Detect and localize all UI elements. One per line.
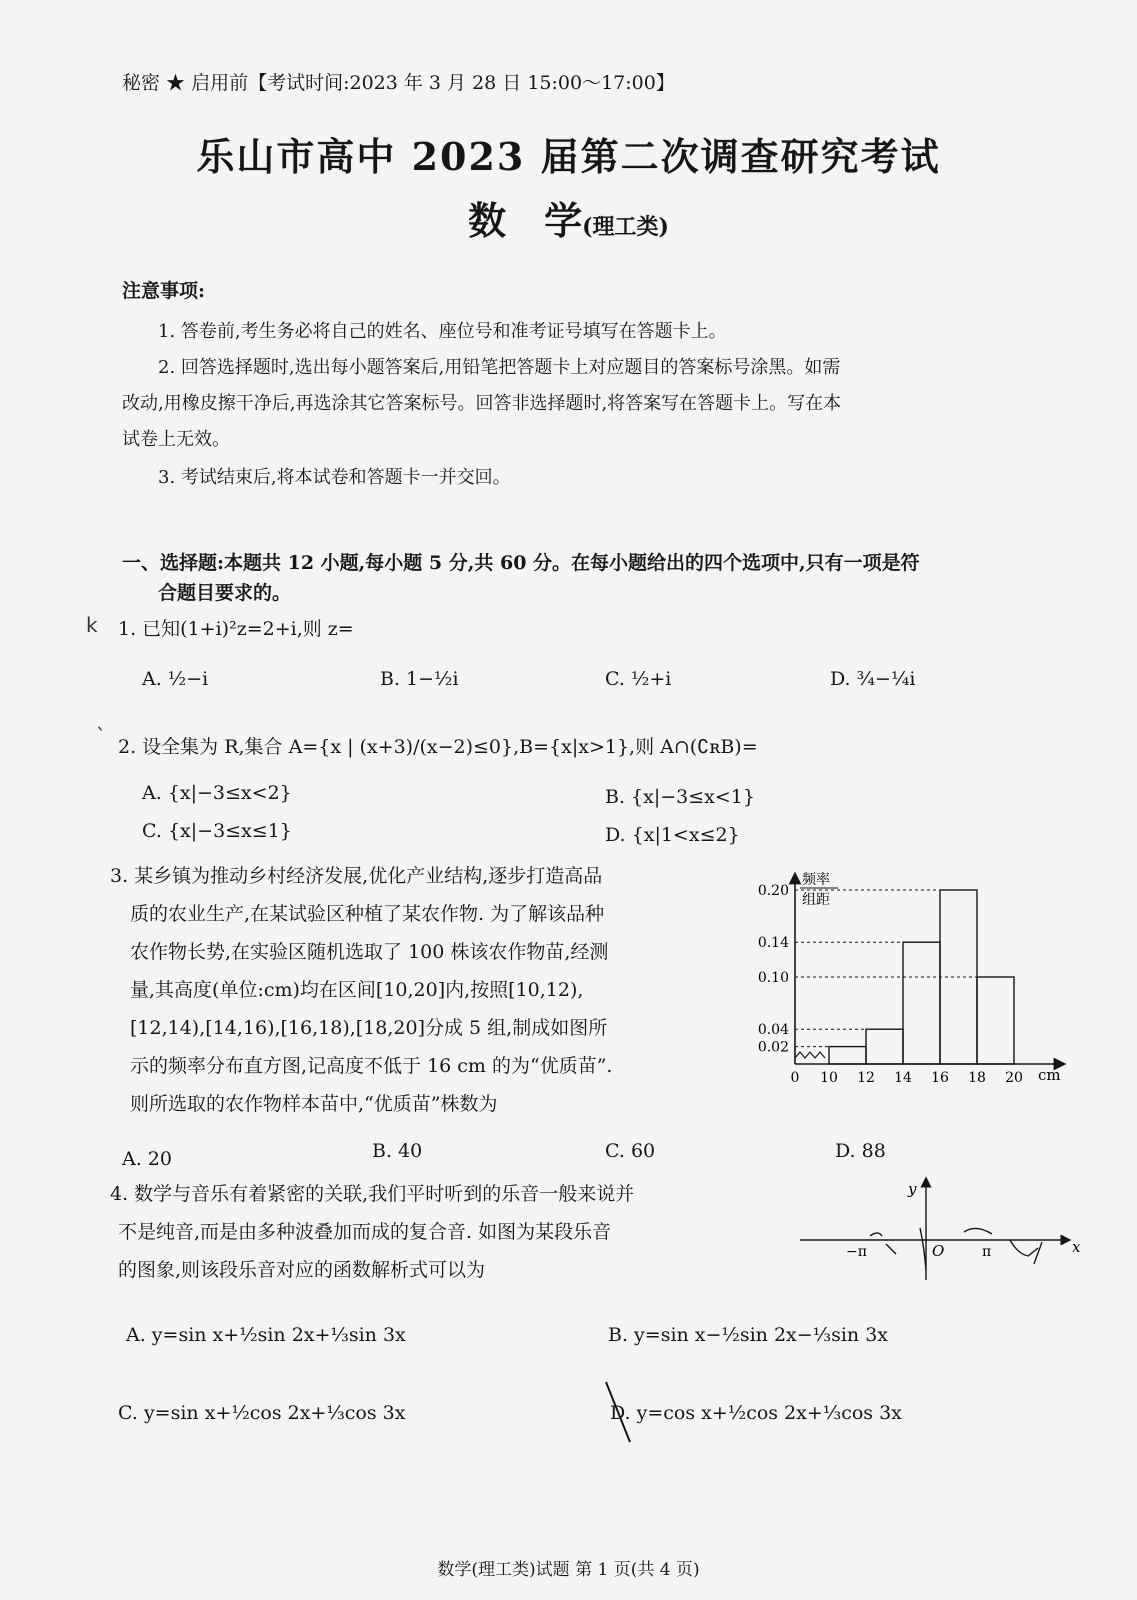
- section-heading-cont: 合题目要求的。: [158, 582, 292, 604]
- histogram-bar: [866, 1029, 903, 1064]
- confidential-line: 秘密 ★ 启用前【考试时间:2023 年 3 月 28 日 15:00～17:00】: [122, 72, 675, 94]
- x-tick-label: 12: [857, 1070, 875, 1086]
- q2-option-d: D. {x|1<x≤2}: [605, 824, 740, 846]
- handwritten-mark: `: [96, 724, 106, 748]
- handwritten-mark: k: [86, 613, 98, 637]
- wave-x-label: x: [1072, 1238, 1081, 1256]
- wave-neg-pi: −π: [846, 1244, 867, 1260]
- x-tick-label: 16: [931, 1070, 949, 1086]
- wave-figure: [796, 1170, 1086, 1280]
- q3-line: 质的农业生产,在某试验区种植了某农作物. 为了解该品种: [130, 903, 605, 925]
- q4-option-d: D. y=cos x+½cos 2x+⅓cos 3x: [610, 1402, 902, 1424]
- ylabel-bottom: 组距: [802, 892, 830, 908]
- q3-line: [12,14),[14,16),[16,18),[18,20]分成 5 组,制成如图所: [130, 1017, 608, 1039]
- q3-line: 则所选取的农作物样本苗中,“优质苗”株数为: [130, 1093, 498, 1115]
- x-tick-label: 18: [968, 1070, 986, 1086]
- wave-pi: π: [982, 1244, 992, 1260]
- axis-break-icon: [795, 1052, 825, 1058]
- q4-line: 4. 数学与音乐有着紧密的关联,我们平时听到的乐音一般来说并: [110, 1183, 635, 1205]
- q2-option-b: B. {x|−3≤x<1}: [605, 786, 755, 808]
- x-tick-label: 14: [894, 1070, 912, 1086]
- x-tick-label: 0: [790, 1070, 800, 1086]
- q1-stem: 1. 已知(1+i)²z=2+i,则 z=: [118, 618, 354, 640]
- frequency-histogram: [750, 868, 1080, 1094]
- page-footer: 数学(理工类)试题 第 1 页(共 4 页): [437, 1560, 700, 1580]
- y-tick-label: 0.20: [757, 883, 789, 899]
- note-line: 改动,用橡皮擦干净后,再选涂其它答案标号。回答非选择题时,将答案写在答题卡上。写在本: [122, 393, 842, 414]
- wave-origin: O: [932, 1242, 945, 1260]
- q3-option-a: A. 20: [122, 1148, 172, 1170]
- x-tick-label: 20: [1005, 1070, 1023, 1086]
- answer-slash-mark: [600, 1378, 640, 1448]
- q4-option-c: C. y=sin x+½cos 2x+⅓cos 3x: [118, 1402, 406, 1424]
- q2-option-c: C. {x|−3≤x≤1}: [142, 820, 292, 842]
- q3-option-d: D. 88: [835, 1140, 886, 1162]
- note-line: 1. 答卷前,考生务必将自己的姓名、座位号和准考证号填写在答题卡上。: [158, 321, 727, 342]
- note-line: 3. 考试结束后,将本试卷和答题卡一并交回。: [158, 467, 511, 488]
- ylabel-top: 频率: [802, 872, 830, 888]
- note-line: 试卷上无效。: [122, 429, 230, 450]
- q4-line: 不是纯音,而是由多种波叠加而成的复合音. 如图为某段乐音: [118, 1221, 612, 1243]
- q3-line: 3. 某乡镇为推动乡村经济发展,优化产业结构,逐步打造高品: [110, 865, 603, 887]
- q3-option-c: C. 60: [605, 1140, 656, 1162]
- q3-line: 量,其高度(单位:cm)均在区间[10,20]内,按照[10,12),: [130, 979, 584, 1001]
- y-tick-label: 0.02: [757, 1039, 789, 1056]
- notes-heading: 注意事项:: [122, 280, 206, 302]
- subject-sub: (理工类): [582, 214, 669, 240]
- histogram-bar: [903, 942, 940, 1064]
- q4-line: 的图象,则该段乐音对应的函数解析式可以为: [118, 1259, 486, 1281]
- subject-main: 数 学: [468, 198, 583, 243]
- xlabel: cm: [1038, 1066, 1061, 1084]
- y-tick-label: 0.10: [757, 970, 789, 986]
- q3-option-b: B. 40: [372, 1140, 423, 1162]
- q2-stem: 2. 设全集为 R,集合 A={x | (x+3)/(x−2)≤0},B={x|x>1},则 A∩(∁ʀB)=: [118, 736, 758, 758]
- section-heading: 一、选择题:本题共 12 小题,每小题 5 分,共 60 分。在每小题给出的四个选项中,只有一项是符: [122, 552, 920, 574]
- q3-line: 农作物长势,在实验区随机选取了 100 株该农作物苗,经测: [130, 941, 609, 963]
- q2-option-a: A. {x|−3≤x<2}: [142, 782, 292, 804]
- q1-option-c: C. ½+i: [605, 668, 672, 690]
- wave-curve: [870, 1228, 1042, 1270]
- q4-option-a: A. y=sin x+½sin 2x+⅓sin 3x: [126, 1324, 406, 1346]
- q1-option-d: D. ¾−¼i: [830, 668, 916, 690]
- y-tick-label: 0.14: [757, 935, 789, 952]
- exam-title: 乐山市高中 2023 届第二次调查研究考试: [196, 134, 941, 179]
- q1-option-a: A. ½−i: [142, 668, 209, 690]
- subject-title: [0, 190, 1137, 245]
- q1-option-b: B. 1−½i: [380, 668, 459, 690]
- histogram-bar: [829, 1047, 866, 1064]
- x-tick-label: 10: [820, 1070, 838, 1086]
- histogram-bar: [977, 977, 1014, 1064]
- y-tick-label: 0.04: [757, 1022, 789, 1039]
- q4-option-b: B. y=sin x−½sin 2x−⅓sin 3x: [608, 1324, 888, 1346]
- wave-y-label: y: [908, 1180, 917, 1198]
- note-line: 2. 回答选择题时,选出每小题答案后,用铅笔把答题卡上对应题目的答案标号涂黑。如需: [158, 357, 841, 378]
- q3-line: 示的频率分布直方图,记高度不低于 16 cm 的为“优质苗”.: [130, 1055, 613, 1077]
